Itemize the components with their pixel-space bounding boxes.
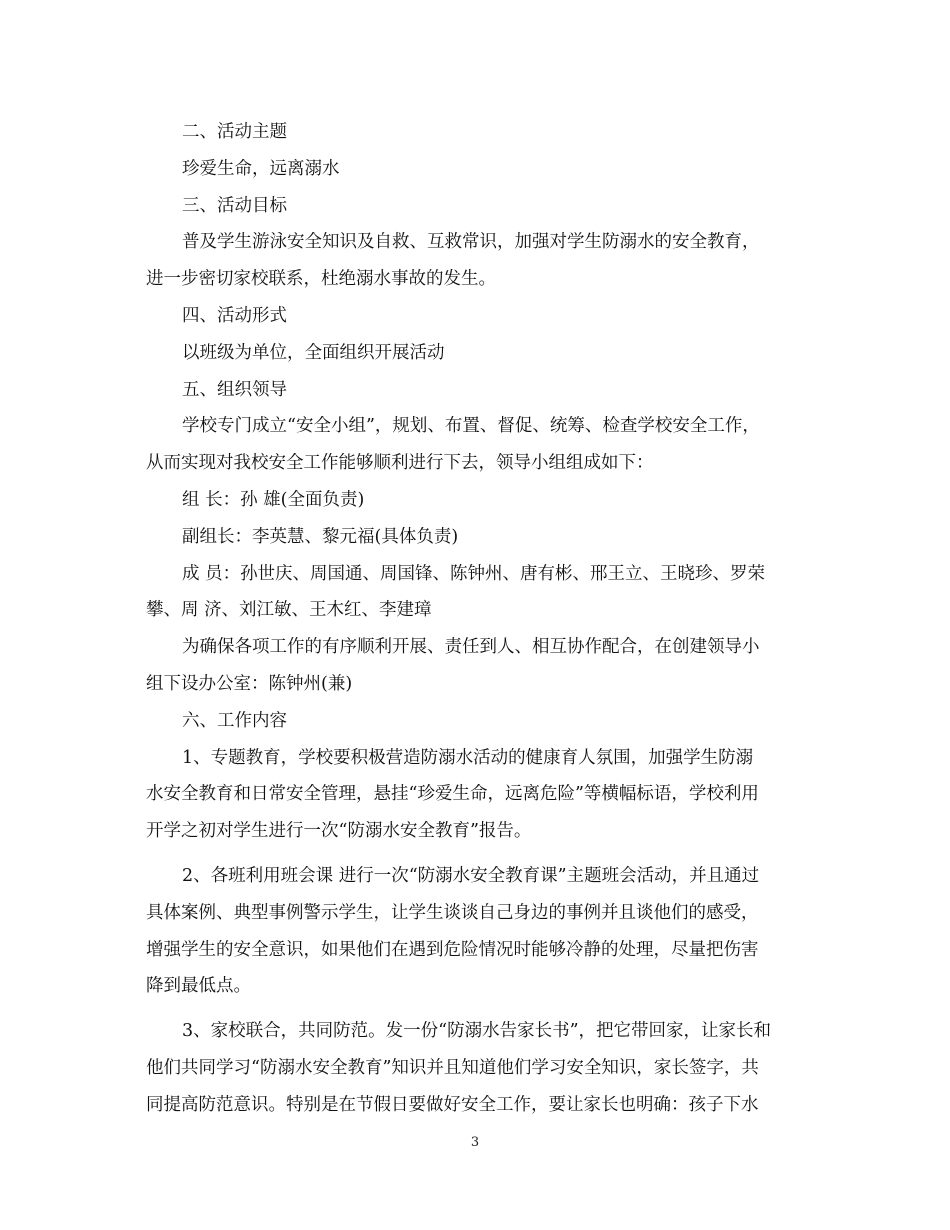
page-number: 3: [470, 1135, 480, 1150]
heading-activity-goal: 三、活动目标: [182, 195, 287, 216]
paragraph-line: 他们共同学习“防溺水安全教育”知识并且知道他们学习安全知识，家长签字，共: [146, 1057, 759, 1078]
paragraph-line: 成 员：孙世庆、周国通、周国锋、陈钟州、唐有彬、邢王立、王晓珍、罗荣: [182, 563, 766, 584]
paragraph-line: 从而实现对我校安全工作能够顺利进行下去，领导小组组成如下：: [146, 453, 654, 474]
paragraph-line: 组下设办公室：陈钟州(兼): [146, 673, 353, 694]
paragraph-line: 普及学生游泳安全知识及自救、互救常识，加强对学生防溺水的安全教育，: [182, 232, 760, 253]
paragraph-line: 攀、周 济、刘江敏、王木红、李建璋: [146, 600, 432, 621]
paragraph-line: 水安全教育和日常安全管理，悬挂“珍爱生命，远离危险”等横幅标语，学校利用: [146, 784, 759, 805]
paragraph-line: 学校专门成立“安全小组”，规划、布置、督促、统筹、检查学校安全工作，: [182, 416, 760, 437]
paragraph-line: 开学之初对学生进行一次“防溺水安全教育”报告。: [146, 821, 532, 842]
document-body: [146, 114, 806, 1124]
paragraph-line: 进一步密切家校联系，杜绝溺水事故的发生。: [146, 269, 496, 290]
paragraph-line: 珍爱生命，远离溺水: [182, 158, 340, 179]
heading-organization: 五、组织领导: [182, 379, 287, 400]
paragraph-line: 增强学生的安全意识，如果他们在遇到危险情况时能够冷静的处理，尽量把伤害: [146, 939, 759, 960]
paragraph-gap: [146, 850, 806, 858]
paragraph-line: 2、各班利用班会课 进行一次“防溺水安全教育课”主题班会活动，并且通过: [182, 865, 760, 886]
heading-activity-form: 四、活动形式: [182, 305, 287, 326]
paragraph-line: 以班级为单位，全面组织开展活动: [182, 342, 445, 363]
paragraph-line: 3、家校联合，共同防范。发一份“防溺水告家长书”，把它带回家，让家长和: [182, 1021, 772, 1042]
paragraph-line: 1、专题教育，学校要积极营造防溺水活动的健康育人氛围，加强学生防溺: [182, 747, 754, 768]
heading-work-content: 六、工作内容: [182, 710, 287, 731]
paragraph-line: 为确保各项工作的有序顺利开展、责任到人、相互协作配合，在创建领导小: [182, 637, 760, 658]
paragraph-line: 降到最低点。: [146, 976, 251, 997]
paragraph-line: 组 长：孙 雄(全面负责): [182, 489, 365, 510]
paragraph-gap: [146, 1005, 806, 1013]
paragraph-line: 同提高防范意识。特别是在节假日要做好安全工作，要让家长也明确：孩子下水: [146, 1094, 759, 1115]
paragraph-line: 副组长：李英慧、黎元福(具体负责): [182, 526, 459, 547]
heading-activity-theme: 二、活动主题: [182, 122, 287, 142]
paragraph-line: 具体案例、典型事例警示学生，让学生谈谈自己身边的事例并且谈他们的感受，: [146, 902, 759, 923]
